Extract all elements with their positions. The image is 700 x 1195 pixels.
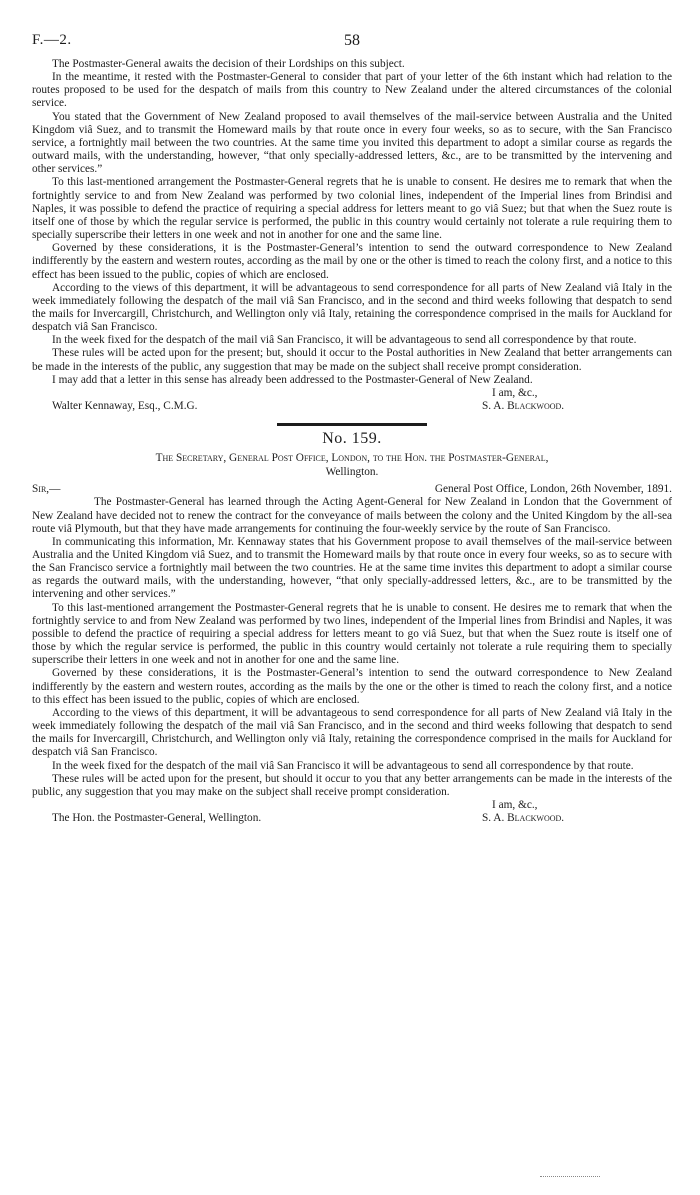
document-page	[32, 22, 672, 825]
paragraph: To this last-mentioned arrangement the Postmaster-General regrets that he is unable to consent. He desires me to remark that when the fortnightly service to and from New Zealand was performed by two colonial lines, independent of the Imperial lines from Brindisi and Naples, it was possible to defend the practice of requiring a special address for letters meant to go viâ Suez; but that when the Suez route is itself one of those by which the regular service is performed, the public in this country would certainly not tolerate a rule requiring them to specially superscribe their letters in one week and not in another for one and the same line.	[32, 176, 672, 242]
signature: S. A. Blackwood.	[482, 400, 565, 413]
paragraph: In the week fixed for the despatch of the mail viâ San Francisco it will be advantageous to send all correspondence by that route.	[52, 759, 634, 772]
paragraph: The Postmaster-General awaits the decision of their Lordships on this subject.	[52, 58, 405, 70]
signature-row	[32, 812, 672, 825]
letter-number: No. 159.	[322, 430, 382, 448]
paragraph: You stated that the Government of New Zealand proposed to avail themselves of the mail-service between Australia and the United Kingdom viâ Suez, and to transmit the Homeward mails by that route once in every four weeks, so as to secure, with the San Francisco service, a fortnightly mail between the two countries. At the same time you invited this department to adopt a similar course as regards the outward mails, with the understanding, however, “that only specially-addressed letters, &c., are to be transmitted by the intervening and other services.”	[32, 110, 672, 176]
paragraph: In communicating this information, Mr. Kennaway states that his Government propose to avail themselves of the mail-service between Australia and the United Kingdom viâ Suez, and to transmit the Homeward mails by that route once in every four weeks, so as to secure with the San Francisco service a fortnightly mail between the two countries. He at the same time invites this department to adopt a similar course as regards the outward mails, with the understanding, however, “that only specially-addressed letters, &c., are to be transmitted by the intervening and other services.”	[32, 535, 672, 601]
addressee: Walter Kennaway, Esq., C.M.G.	[52, 400, 198, 413]
address-line: Wellington.	[325, 465, 379, 478]
dateline: General Post Office, London, 26th November, 1891.	[434, 483, 672, 496]
document-reference: F.—2.	[32, 32, 72, 48]
printer-mark	[540, 1176, 600, 1179]
closing: I am, &c.,	[492, 798, 538, 811]
paragraph: These rules will be acted upon for the present, but should it occur to you that any better arrangements can be made in the interests of the public, any suggestion that you may make on the subject shall receive prompt consideration.	[32, 772, 672, 798]
signature: S. A. Blackwood.	[482, 812, 565, 825]
paragraph: To this last-mentioned arrangement the Postmaster-General regrets that he is unable to consent. He desires me to remark that when the fortnightly service to and from New Zealand was performed by two lines, independent of the Imperial lines from Brindisi and Naples, it was possible to defend the practice of requiring a special address for letters meant to go viâ Suez, but that when the Suez route is itself one of those by which the regular service is performed, the public in this country would certainly not tolerate a rule requiring them to specially superscribe their letters in one week and not in another for one and the same line.	[32, 601, 672, 667]
salutation-row	[32, 483, 672, 496]
letter-body	[32, 483, 672, 825]
paragraph: According to the views of this department, it will be advantageous to send correspondence for all parts of New Zealand viâ Italy in the week immediately following the despatch of the mail viâ San Francisco, and in the second and third weeks following that despatch to send the mails for Invercargill, Christchurch, and Wellington only viâ Italy, retaining the correspondence comprised in the mails for Auckland for despatch viâ San Francisco.	[32, 706, 672, 759]
page-header	[32, 22, 672, 50]
section-divider	[277, 423, 427, 426]
letter-continued	[32, 58, 672, 413]
paragraph: The Postmaster-General has learned through the Acting Agent-General for New Zealand in London that the Government of New Zealand have decided not to renew the contract for the conveyance of mails between the colony and the United Kingdom by the all-sea route viâ Plymouth, but that they have made arrangements for continuing the four-weekly service by the route of San Francisco.	[32, 496, 672, 535]
letter-address	[32, 452, 672, 479]
paragraph: I may add that a letter in this sense has already been addressed to the Postmaster-General of New Zealand.	[52, 373, 533, 386]
paragraph: In the meantime, it rested with the Postmaster-General to consider that part of your letter of the 6th instant which had relation to the routes proposed to be used for the despatch of mails from this country to New Zealand under the altered circumstances of the colonial service.	[32, 71, 672, 110]
closing: I am, &c.,	[492, 386, 538, 399]
page-number: 58	[344, 32, 360, 49]
paragraph: Governed by these considerations, it is the Postmaster-General’s intention to send the outward correspondence to New Zealand indifferently by the eastern and western routes, according as the mail by one or the other is timed to reach the colony first, and a notice to this effect has been issued to the public, copies of which are enclosed.	[32, 242, 672, 281]
paragraph: According to the views of this department, it will be advantageous to send correspondence for all parts of New Zealand viâ Italy in the week immediately following the despatch of the mail viâ San Francisco, and in the second and third weeks following that despatch to send the mails for Invercargill, Christchurch, and Wellington only viâ Italy, retaining the correspondence comprised in the mails for Auckland for despatch viâ San Francisco.	[32, 281, 672, 334]
paragraph: In the week fixed for the despatch of the mail viâ San Francisco, it will be advantageous to send all correspondence by that route.	[52, 334, 637, 347]
address-line: The Secretary, General Post Office, London, to the Hon. the Postmaster-General,	[155, 452, 549, 465]
closing-line	[32, 387, 672, 400]
salutation: Sir,—	[32, 483, 61, 496]
signature-row	[32, 400, 672, 413]
addressee: The Hon. the Postmaster-General, Wellington.	[52, 812, 262, 825]
paragraph: These rules will be acted upon for the present; but, should it occur to the Postal authorities in New Zealand that better arrangements can be made in the interests of the public, any suggestion that may be made on the subject shall receive prompt consideration.	[32, 347, 672, 373]
paragraph: Governed by these considerations, it is the Postmaster-General’s intention to send the outward correspondence to New Zealand indifferently by the eastern and western routes, according as the mails by the one or the other is timed to reach the colony first, and a notice to this effect has been issued to the public, copies of which are enclosed.	[32, 667, 672, 706]
closing-line	[32, 799, 672, 812]
